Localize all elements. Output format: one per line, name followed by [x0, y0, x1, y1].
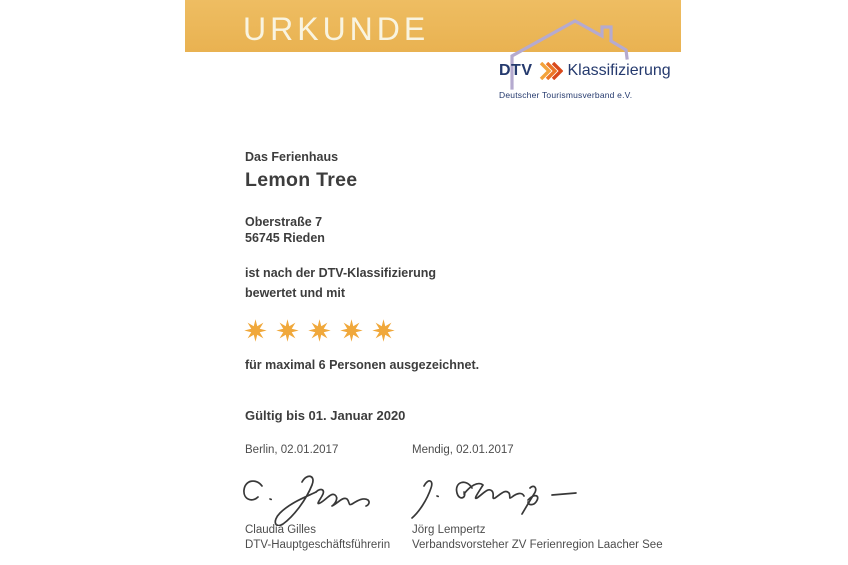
dtv-logo-acronym: DTV	[499, 62, 533, 79]
rating-star-icon	[340, 319, 363, 342]
rating-star-icon	[308, 319, 331, 342]
address-line-1: Oberstraße 7	[245, 215, 323, 229]
capacity-statement: für maximal 6 Personen ausgezeichnet.	[245, 358, 480, 372]
dtv-logo-chevrons-icon	[539, 62, 563, 80]
dtv-logo	[499, 62, 671, 80]
signature-claudia-gilles-image	[236, 466, 381, 526]
property-name: Lemon Tree	[245, 169, 358, 191]
signature-joerg-lempertz-image	[400, 464, 590, 526]
dtv-logo-name: Klassifizierung	[567, 62, 671, 79]
place-date-right: Mendig, 02.01.2017	[412, 444, 514, 456]
validity-statement: Gültig bis 01. Januar 2020	[245, 408, 406, 423]
address-line-2: 56745 Rieden	[245, 231, 325, 245]
rating-star-icon	[372, 319, 395, 342]
dtv-logo-subtitle: Deutscher Tourismusverband e.V.	[499, 90, 633, 100]
signatory-name-left: Claudia Gilles	[245, 524, 316, 536]
place-date-left: Berlin, 02.01.2017	[245, 444, 339, 456]
classification-statement-line-2: bewertet und mit	[245, 286, 346, 300]
certificate-title: URKUNDE	[243, 11, 430, 47]
classification-statement-line-1: ist nach der DTV-Klassifizierung	[245, 266, 437, 280]
certificate-intro: Das Ferienhaus	[245, 150, 339, 164]
signatory-name-right: Jörg Lempertz	[412, 524, 486, 536]
star-rating	[244, 319, 395, 342]
signatory-role-right: Verbandsvorsteher ZV Ferienregion Laacher See	[412, 539, 663, 551]
rating-star-icon	[276, 319, 299, 342]
rating-star-icon	[244, 319, 267, 342]
signatory-role-left: DTV-Hauptgeschäftsführerin	[245, 539, 391, 551]
